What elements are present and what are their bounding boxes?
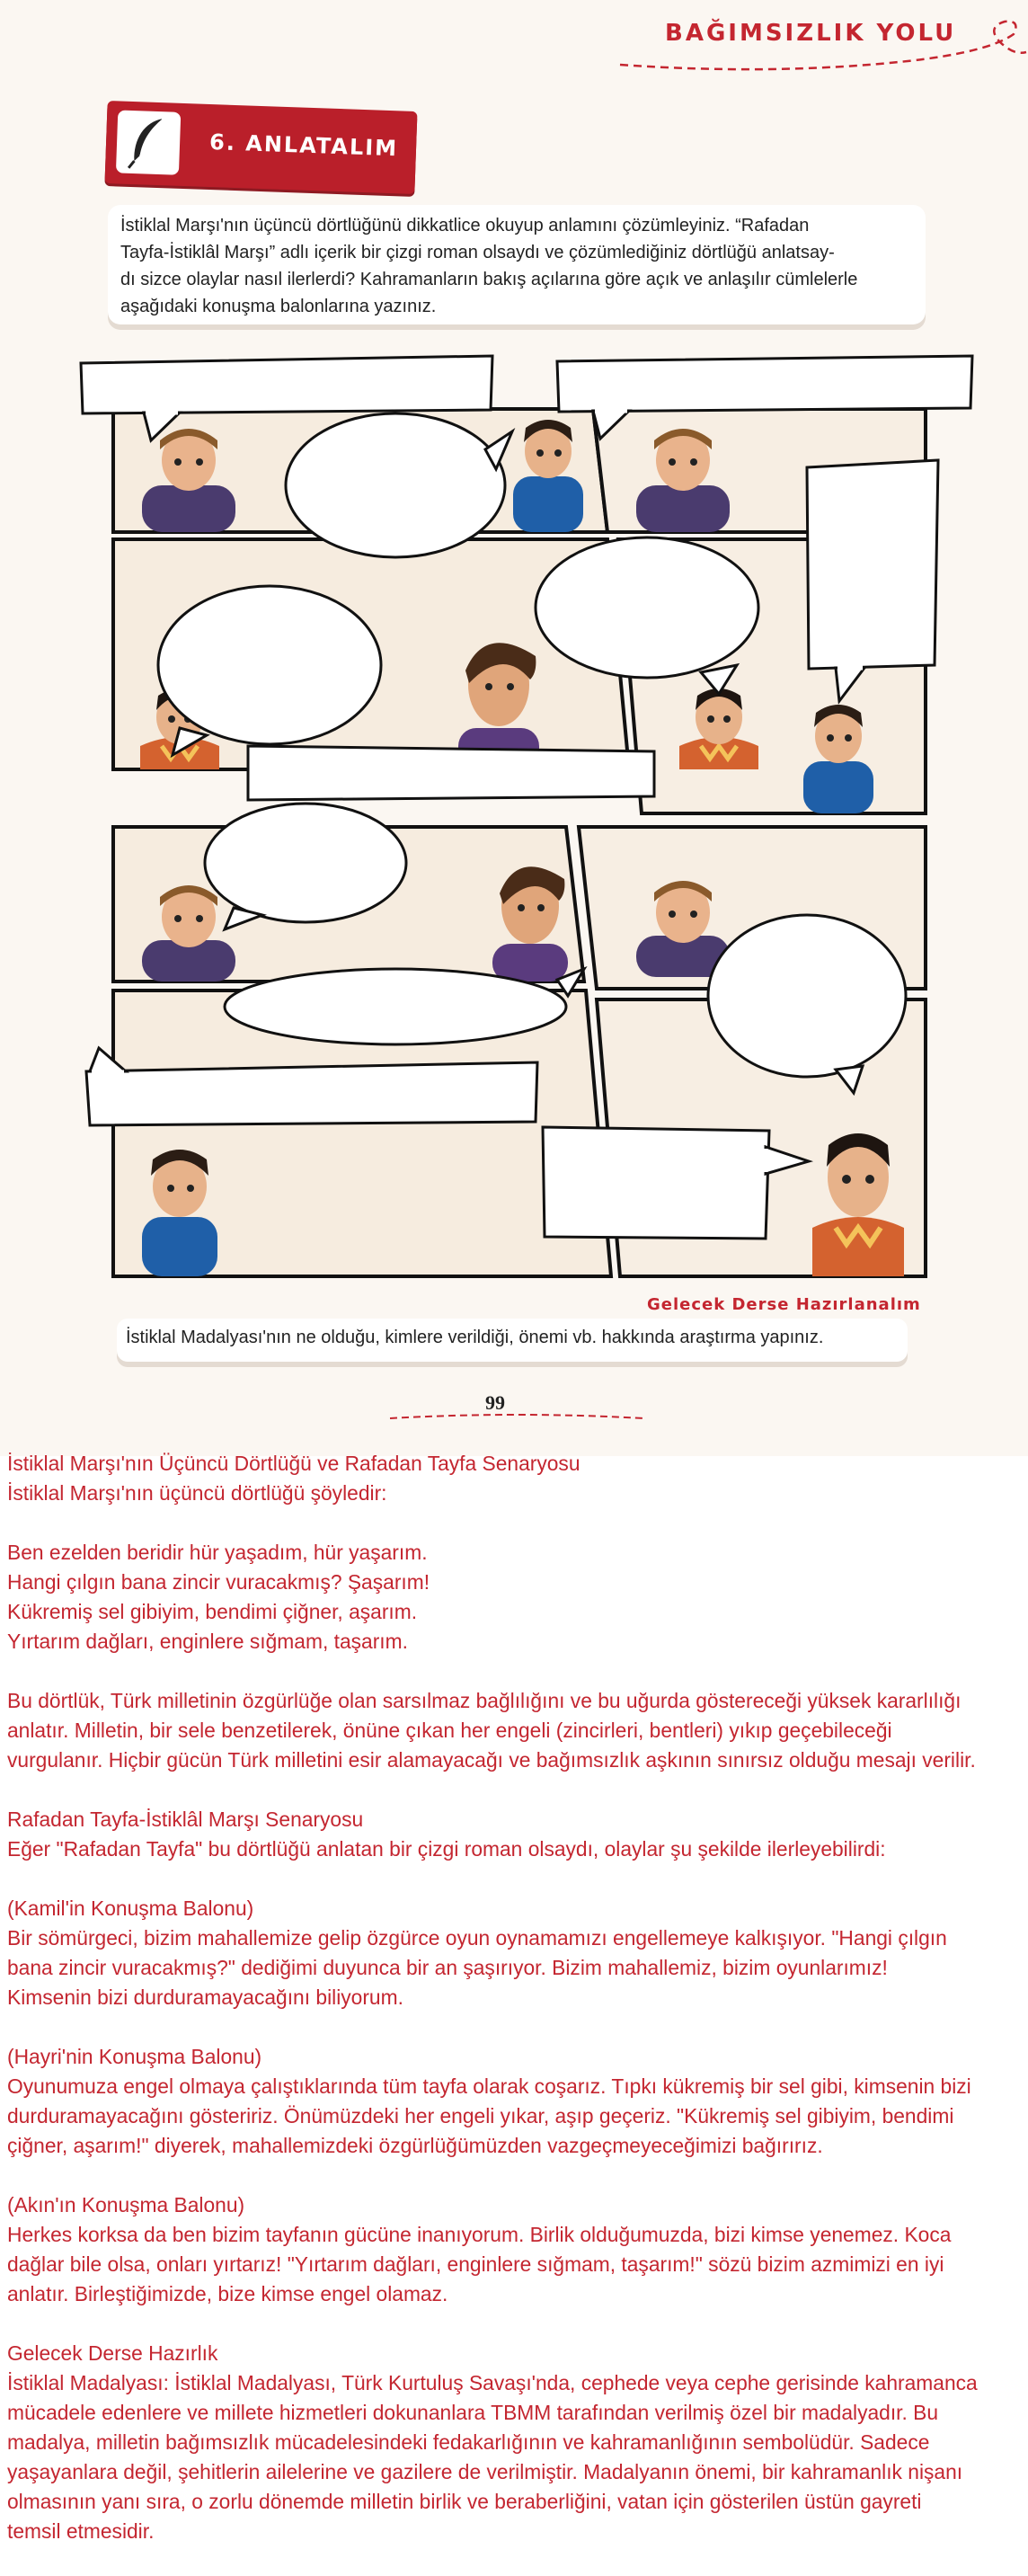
next-lesson-title: Gelecek Derse Hazırlanalım <box>647 1295 921 1314</box>
prep-line: İstiklal Madalyası: İstiklal Madalyası, Türk Kurtuluş Savaşı'nda, cephede veya cephe gerisinde kahramanca <box>7 2371 978 2394</box>
prep-line: madalya, milletin bağımsızlık mücadelesindeki fedakarlığının ve kahramanlığının sembolüdür. Sadece <box>7 2430 930 2454</box>
speech-balloon-oval <box>536 537 758 694</box>
instruction-line: aşağıdaki konuşma balonlarına yazınız. <box>120 297 437 316</box>
kamil-line: (Kamil'in Konuşma Balonu) <box>7 1896 254 1920</box>
speech-balloon-rect <box>543 1127 809 1239</box>
chapter-title: BAĞIMSIZLIK YOLU <box>665 20 957 47</box>
prep-line: Gelecek Derse Hazırlık <box>7 2341 218 2365</box>
hayri-line: Oyunumuza engel olmaya çalıştıklarında tüm tayfa olarak coşarız. Tıpkı kükremiş bir sel gibi, kimsenin bizi <box>7 2074 971 2098</box>
next-lesson-box <box>117 1319 908 1362</box>
hayri-line: çiğner, aşarım!" diyerek, mahallemizdeki özgürlüğümüzden vazgeçmeyeceğimizi bağırırız. <box>7 2134 823 2157</box>
akin-line: anlatır. Birleştiğimizde, bize kimse engel olamaz. <box>7 2282 448 2305</box>
page-number: 99 <box>485 1391 505 1414</box>
speech-balloon-rect <box>248 746 654 800</box>
answer-text <box>7 1449 1028 2576</box>
hayri-line: (Hayri'nin Konuşma Balonu) <box>7 2045 262 2068</box>
answer-line: İstiklal Marşı'nın Üçüncü Dörtlüğü ve Rafadan Tayfa Senaryosu <box>7 1452 580 1475</box>
speech-balloon-oval <box>158 586 381 755</box>
verse-line: Ben ezelden beridir hür yaşadım, hür yaşarım. <box>7 1541 428 1564</box>
verse-line: Yırtarım dağları, enginlere sığmam, taşarım. <box>7 1630 408 1653</box>
verse-line: Hangi çılgın bana zincir vuracakmış? Şaşarım! <box>7 1570 430 1594</box>
instruction-line: İstiklal Marşı'nın üçüncü dörtlüğünü dikkatlice okuyup anlamını çözümleyiniz. “Rafadan <box>120 216 810 235</box>
instruction-line: Tayfa-İstiklâl Marşı” adlı içerik bir çizgi roman olsaydı ve çözümlediğiniz dörtlüğü anlatsay- <box>120 243 835 262</box>
section-title: 6. ANLATALIM <box>208 129 399 162</box>
analysis-line: anlatır. Milletin, bir sele benzetilerek, önüne çıkan her engeli (zincirleri, bentleri) yıkıp geçebileceği <box>7 1719 892 1742</box>
kamil-line: Bir sömürgeci, bizim mahallemize gelip özgürce oyun oynamamızı engellemeye kalkışıyor. "Hangi çılgın <box>7 1926 947 1950</box>
speech-balloon-oval <box>286 413 512 557</box>
instruction-line: dı sizce olaylar nasıl ilerlerdi? Kahramanların bakış açılarına göre açık ve anlaşılır cümlelerle <box>120 270 858 289</box>
speech-balloon-rect <box>557 356 972 439</box>
hayri-line: durduramayacağını gösteririz. Önümüzdeki her engeli yıkar, aşıp geçeriz. "Kükremiş sel gibiyim, bendimi <box>7 2104 954 2127</box>
akin-line: Herkes korksa da ben bizim tayfanın gücüne inanıyorum. Birlik olduğumuzda, bizi kimse yenemez. Koca <box>7 2223 952 2246</box>
answer-line: İstiklal Marşı'nın üçüncü dörtlüğü şöyledir: <box>7 1481 387 1505</box>
analysis-line: vurgulanır. Hiçbir gücün Türk milletini esir alamayacağı ve bağımsızlık aşkının sınırsız olduğu mesajı verilir. <box>7 1748 976 1772</box>
prep-line: yaşayanlara değil, şehitlerin ailelerine ve gazilere de verilmiştir. Madalyanın önemi, bir kahramanlık nişanı <box>7 2460 963 2483</box>
akin-line: (Akın'ın Konuşma Balonu) <box>7 2193 245 2216</box>
speech-balloon-rect <box>807 460 938 701</box>
kamil-line: bana zincir vuracakmış?" dediğimi duyunca bir an şaşırıyor. Bizim mahallemiz, bizim oyunlarımız! <box>7 1956 888 1979</box>
akin-line: dağlar bile olsa, onları yırtarız! "Yırtarım dağları, enginlere sığmam, taşarım!" sözü bizim azmimizi en iyi <box>7 2252 944 2276</box>
verse-line: Kükremiş sel gibiyim, bendimi çiğner, aşarım. <box>7 1600 418 1623</box>
prep-line: mücadele edenlere ve millete hizmetleri dokunanlara TBMM tarafından verilmiş özel bir madalyadır. Bu <box>7 2401 939 2424</box>
feather-pen-icon <box>116 110 181 174</box>
speech-balloon-rect <box>86 1048 537 1125</box>
prep-line: olmasının yanı sıra, o zorlu dönemde milletin birlik ve beraberliğini, vatan için gösterilen üstün gayreti <box>7 2490 922 2513</box>
speech-balloon-oval <box>205 804 406 929</box>
speech-balloon-oval <box>708 915 906 1093</box>
analysis-line: Bu dörtlük, Türk milletinin özgürlüğe olan sarsılmaz bağlılığını ve bu uğurda göstereceği yüksek kararlılığı <box>7 1689 962 1712</box>
section-banner <box>104 101 417 194</box>
kamil-line: Kimsenin bizi durduramayacağını biliyorum. <box>7 1985 403 2009</box>
page-number-decoration <box>386 1411 647 1424</box>
scenario-line: Eğer "Rafadan Tayfa" bu dörtlüğü anlatan bir çizgi roman olsaydı, olaylar şu şekilde ilerleyebilirdi: <box>7 1837 886 1861</box>
speech-balloons <box>0 342 1028 1294</box>
instruction-box <box>108 205 926 324</box>
speech-balloon-oval <box>225 969 584 1044</box>
scenario-line: Rafadan Tayfa-İstiklâl Marşı Senaryosu <box>7 1808 364 1831</box>
prep-line: temsil etmesidir. <box>7 2519 155 2543</box>
next-lesson-text: İstiklal Madalyası'nın ne olduğu, kimlere verildiği, önemi vb. hakkında araştırma yapınız. <box>126 1328 824 1347</box>
instruction-text <box>120 212 916 320</box>
